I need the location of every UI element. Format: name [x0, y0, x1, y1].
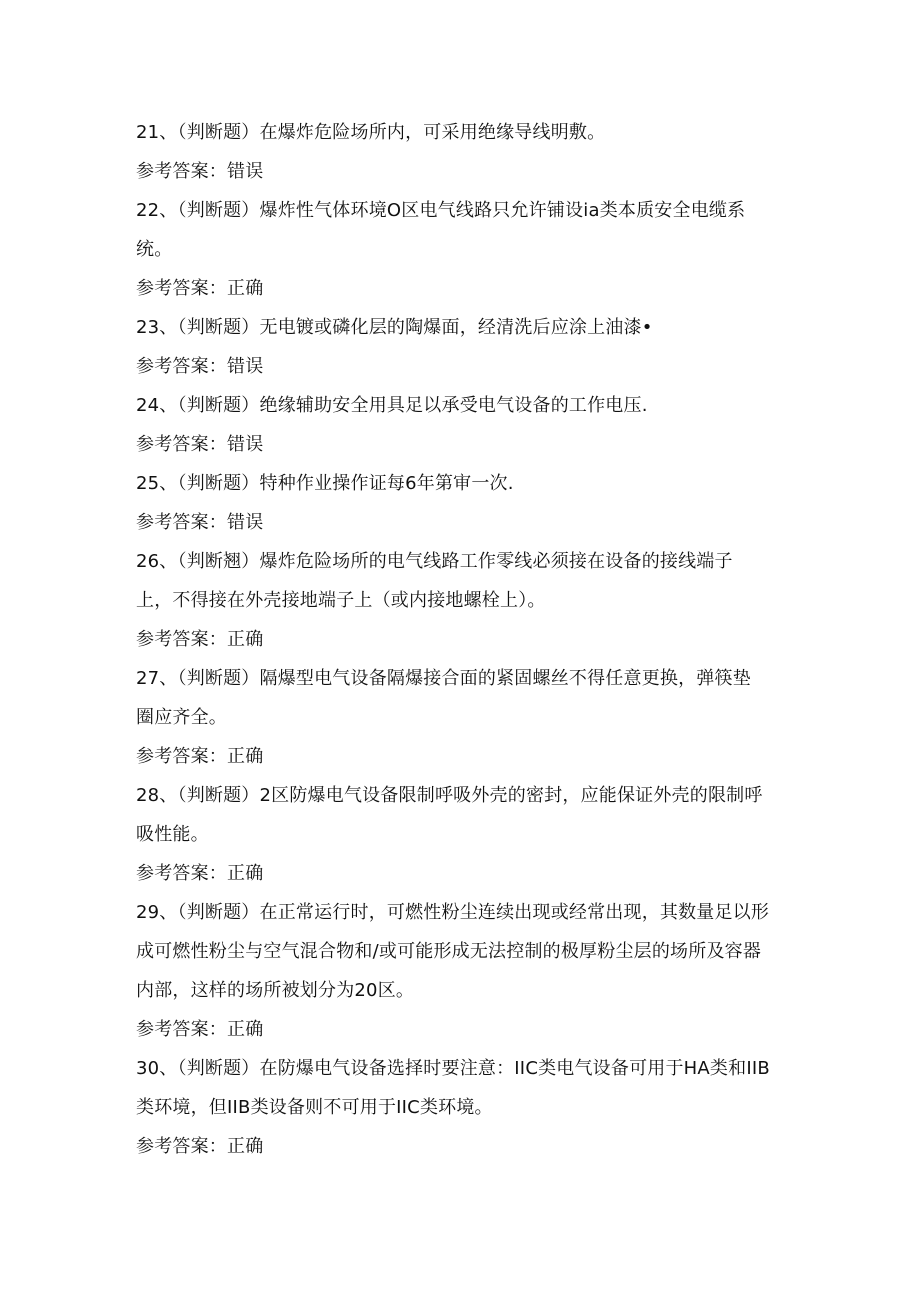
- question-27-text: 27、（判断题）隔爆型电气设备隔爆接合面的紧固螺丝不得任意更换，弹筷垫: [136, 668, 751, 689]
- answer-26: 参考答案：正确: [136, 629, 264, 650]
- answer-23: 参考答案：错误: [136, 356, 264, 377]
- question-29-text-continued: 成可燃性粉尘与空气混合物和/或可能形成无法控制的极厚粉尘层的场所及容器: [136, 941, 762, 962]
- question-22-text: 22、（判断题）爆炸性气体环境O区电气线路只允许铺设ia类本质安全电缆系: [136, 200, 746, 221]
- answer-29: 参考答案：正确: [136, 1019, 264, 1040]
- question-24-text: 24、（判断题）绝缘辅助安全用具足以承受电气设备的工作电压.: [136, 395, 648, 416]
- answer-21: 参考答案：错误: [136, 161, 264, 182]
- question-23-text: 23、（判断题）无电镀或磷化层的陶爆面，经清洗后应涂上油漆•: [136, 317, 653, 338]
- question-28-text: 28、（判断题）2区防爆电气设备限制呼吸外壳的密封，应能保证外壳的限制呼: [136, 785, 763, 806]
- answer-30: 参考答案：正确: [136, 1136, 264, 1157]
- answer-27: 参考答案：正确: [136, 746, 264, 767]
- question-30-text: 30、（判断题）在防爆电气设备选择时要注意：IIC类电气设备可用于HA类和IIB: [136, 1058, 770, 1079]
- answer-28: 参考答案：正确: [136, 863, 264, 884]
- question-29-text-continued: 内部，这样的场所被划分为20区。: [136, 980, 415, 1001]
- answer-22: 参考答案：正确: [136, 278, 264, 299]
- question-27-text-continued: 圈应齐全。: [136, 707, 227, 728]
- question-29-text: 29、（判断题）在正常运行时，可燃性粉尘连续出现或经常出现，其数量足以形: [136, 902, 770, 923]
- answer-24: 参考答案：错误: [136, 434, 264, 455]
- question-25-text: 25、（判断题）特种作业操作证每6年第审一次.: [136, 473, 514, 494]
- question-21-text: 21、（判断题）在爆炸危险场所内，可采用绝缘导线明敷。: [136, 122, 606, 143]
- question-26-text: 26、（判断翘）爆炸危险场所的电气线路工作零线必须接在设备的接线端子: [136, 551, 733, 572]
- answer-25: 参考答案：错误: [136, 512, 264, 533]
- question-30-text-continued: 类环境，但IIB类设备则不可用于IIC类环境。: [136, 1097, 493, 1118]
- question-28-text-continued: 吸性能。: [136, 824, 209, 845]
- question-22-text-continued: 统。: [136, 239, 173, 260]
- question-26-text-continued: 上，不得接在外壳接地端子上（或内接地螺栓上）。: [136, 590, 546, 611]
